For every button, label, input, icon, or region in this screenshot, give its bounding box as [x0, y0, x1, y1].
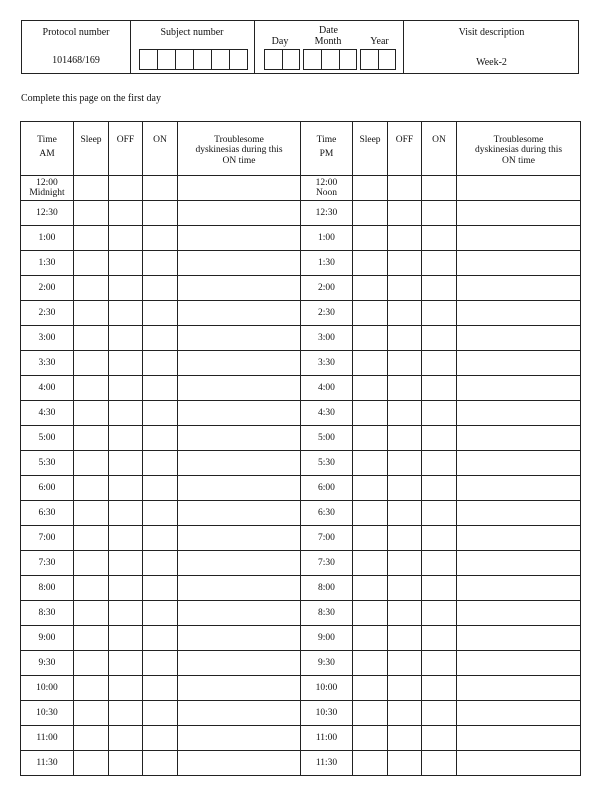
am-on-cell[interactable]	[143, 251, 178, 276]
pm-sleep-cell[interactable]	[353, 601, 388, 626]
am-dyskinesia-cell[interactable]	[178, 576, 301, 601]
table-row	[21, 626, 581, 651]
pm-dyskinesia-cell[interactable]	[457, 326, 581, 351]
table-row	[21, 751, 581, 776]
pm-off-cell[interactable]	[388, 651, 422, 676]
am-sleep-cell[interactable]	[74, 501, 109, 526]
am-off-cell[interactable]	[109, 601, 143, 626]
table-row	[21, 526, 581, 551]
pm-off-cell[interactable]	[388, 451, 422, 476]
am-on-cell[interactable]	[143, 676, 178, 701]
pm-on-cell[interactable]	[422, 451, 457, 476]
am-sleep-cell[interactable]	[74, 426, 109, 451]
time-cell: 8:30	[21, 601, 74, 626]
pm-on-cell[interactable]	[422, 176, 457, 201]
pm-dyskinesia-cell[interactable]	[457, 451, 581, 476]
pm-dyskinesia-cell[interactable]	[457, 226, 581, 251]
time-cell: 10:00	[21, 676, 74, 701]
am-sleep-cell[interactable]	[74, 751, 109, 776]
pm-on-cell[interactable]	[422, 251, 457, 276]
am-sleep-cell[interactable]	[74, 651, 109, 676]
time-cell: 9:30	[21, 651, 74, 676]
time-cell: 7:00	[21, 526, 74, 551]
am-on-cell[interactable]	[143, 326, 178, 351]
am-sleep-cell[interactable]	[74, 701, 109, 726]
am-off-cell[interactable]	[109, 226, 143, 251]
time-cell: 7:00	[301, 526, 353, 551]
am-on-cell[interactable]	[143, 651, 178, 676]
pm-dyskinesia-cell[interactable]	[457, 626, 581, 651]
time-cell: 10:30	[21, 701, 74, 726]
am-sleep-cell[interactable]	[74, 226, 109, 251]
am-dyskinesia-cell[interactable]	[178, 501, 301, 526]
pm-off-cell[interactable]	[388, 676, 422, 701]
pm-sleep-cell[interactable]	[353, 251, 388, 276]
pm-sleep-cell[interactable]	[353, 576, 388, 601]
am-on-cell[interactable]	[143, 626, 178, 651]
pm-off-cell[interactable]	[388, 476, 422, 501]
am-off-cell[interactable]	[109, 751, 143, 776]
month-field[interactable]	[303, 49, 357, 70]
time-cell: 12:30	[301, 201, 353, 226]
am-sleep-cell[interactable]	[74, 526, 109, 551]
table-row	[21, 426, 581, 451]
pm-on-cell[interactable]	[422, 376, 457, 401]
time-cell: 2:00	[301, 276, 353, 301]
time-cell: 9:00	[21, 626, 74, 651]
am-on-cell[interactable]	[143, 376, 178, 401]
pm-on-cell[interactable]	[422, 426, 457, 451]
time-cell: 10:00	[301, 676, 353, 701]
time-cell: 11:30	[21, 751, 74, 776]
am-sleep-cell[interactable]	[74, 276, 109, 301]
am-dyskinesia-cell[interactable]	[178, 451, 301, 476]
pm-on-cell[interactable]	[422, 551, 457, 576]
am-dyskinesia-cell[interactable]	[178, 751, 301, 776]
time-cell: 5:30	[21, 451, 74, 476]
date-label: Date	[319, 25, 338, 36]
pm-off-cell[interactable]	[388, 726, 422, 751]
table-row	[21, 651, 581, 676]
am-off-cell[interactable]	[109, 551, 143, 576]
am-sleep-cell[interactable]	[74, 251, 109, 276]
pm-off-cell[interactable]	[388, 501, 422, 526]
table-row	[21, 401, 581, 426]
pm-dyskinesia-cell[interactable]	[457, 176, 581, 201]
pm-on-cell[interactable]	[422, 726, 457, 751]
pm-sleep-cell[interactable]	[353, 551, 388, 576]
am-dyskinesia-cell[interactable]	[178, 251, 301, 276]
pm-on-cell[interactable]	[422, 701, 457, 726]
table-row	[21, 226, 581, 251]
time-cell: 6:00	[21, 476, 74, 501]
table-row	[21, 376, 581, 401]
pm-on-cell[interactable]	[422, 201, 457, 226]
table-row	[21, 351, 581, 376]
am-dyskinesia-cell[interactable]	[178, 351, 301, 376]
pm-dyskinesia-cell[interactable]	[457, 351, 581, 376]
pm-sleep-cell[interactable]	[353, 751, 388, 776]
pm-sleep-cell[interactable]	[353, 451, 388, 476]
am-on-cell[interactable]	[143, 576, 178, 601]
am-dyskinesia-cell[interactable]	[178, 376, 301, 401]
time-cell: 3:00	[21, 326, 74, 351]
am-sleep-cell[interactable]	[74, 451, 109, 476]
am-dyskinesia-cell[interactable]	[178, 301, 301, 326]
pm-off-cell[interactable]	[388, 201, 422, 226]
pm-sleep-cell[interactable]	[353, 376, 388, 401]
day-field[interactable]	[264, 49, 300, 70]
table-row	[21, 301, 581, 326]
time-cell: 1:00	[301, 226, 353, 251]
time-cell: 12:00 Midnight	[21, 176, 74, 201]
time-cell: 2:30	[21, 301, 74, 326]
pm-on-cell[interactable]	[422, 526, 457, 551]
time-cell: 8:00	[21, 576, 74, 601]
am-on-cell[interactable]	[143, 276, 178, 301]
pm-sleep-cell[interactable]	[353, 176, 388, 201]
am-off-cell[interactable]	[109, 651, 143, 676]
dyskinesia-header: Troublesome dyskinesias during this ON time	[457, 122, 581, 176]
pm-sleep-cell[interactable]	[353, 501, 388, 526]
pm-sleep-cell[interactable]	[353, 401, 388, 426]
am-on-cell[interactable]	[143, 451, 178, 476]
pm-dyskinesia-cell[interactable]	[457, 401, 581, 426]
pm-off-cell[interactable]	[388, 226, 422, 251]
am-sleep-cell[interactable]	[74, 176, 109, 201]
time-cell: 9:00	[301, 626, 353, 651]
pm-dyskinesia-cell[interactable]	[457, 676, 581, 701]
am-off-cell[interactable]	[109, 626, 143, 651]
pm-on-cell[interactable]	[422, 226, 457, 251]
pm-sleep-cell[interactable]	[353, 701, 388, 726]
pm-on-cell[interactable]	[422, 601, 457, 626]
am-off-cell[interactable]	[109, 576, 143, 601]
pm-sleep-cell[interactable]	[353, 226, 388, 251]
am-off-cell[interactable]	[109, 526, 143, 551]
time-cell: 4:30	[21, 401, 74, 426]
am-dyskinesia-cell[interactable]	[178, 651, 301, 676]
pm-off-cell[interactable]	[388, 576, 422, 601]
am-sleep-cell[interactable]	[74, 301, 109, 326]
time-cell: 2:30	[301, 301, 353, 326]
am-sleep-cell[interactable]	[74, 726, 109, 751]
pm-on-cell[interactable]	[422, 676, 457, 701]
pm-on-cell[interactable]	[422, 576, 457, 601]
pm-dyskinesia-cell[interactable]	[457, 551, 581, 576]
time-cell: 5:30	[301, 451, 353, 476]
pm-off-cell[interactable]	[388, 251, 422, 276]
pm-dyskinesia-cell[interactable]	[457, 526, 581, 551]
am-time-header: Time AM	[21, 122, 74, 176]
time-cell: 5:00	[21, 426, 74, 451]
diary-body	[21, 176, 581, 776]
time-cell: 5:00	[301, 426, 353, 451]
pm-dyskinesia-cell[interactable]	[457, 601, 581, 626]
time-cell: 4:00	[301, 376, 353, 401]
pm-on-cell[interactable]	[422, 626, 457, 651]
time-cell: 4:00	[21, 376, 74, 401]
on-header: ON	[143, 122, 178, 176]
am-sleep-cell[interactable]	[74, 601, 109, 626]
am-on-cell[interactable]	[143, 176, 178, 201]
off-header: OFF	[388, 122, 422, 176]
pm-sleep-cell[interactable]	[353, 326, 388, 351]
table-row	[21, 326, 581, 351]
am-off-cell[interactable]	[109, 326, 143, 351]
time-cell: 1:30	[21, 251, 74, 276]
am-sleep-cell[interactable]	[74, 576, 109, 601]
am-dyskinesia-cell[interactable]	[178, 326, 301, 351]
time-cell: 9:30	[301, 651, 353, 676]
pm-dyskinesia-cell[interactable]	[457, 476, 581, 501]
pm-off-cell[interactable]	[388, 601, 422, 626]
table-row	[21, 676, 581, 701]
protocol-number-label: Protocol number	[42, 27, 110, 38]
sleep-header: Sleep	[353, 122, 388, 176]
am-off-cell[interactable]	[109, 726, 143, 751]
pm-on-cell[interactable]	[422, 751, 457, 776]
pm-sleep-cell[interactable]	[353, 526, 388, 551]
am-dyskinesia-cell[interactable]	[178, 176, 301, 201]
time-cell: 3:30	[21, 351, 74, 376]
am-on-cell[interactable]	[143, 601, 178, 626]
pm-sleep-cell[interactable]	[353, 476, 388, 501]
pm-on-cell[interactable]	[422, 501, 457, 526]
pm-dyskinesia-cell[interactable]	[457, 726, 581, 751]
am-on-cell[interactable]	[143, 476, 178, 501]
am-on-cell[interactable]	[143, 201, 178, 226]
pm-sleep-cell[interactable]	[353, 276, 388, 301]
visit-description-value: Week-2	[476, 57, 507, 68]
on-header: ON	[422, 122, 457, 176]
time-cell: 12:00 Noon	[301, 176, 353, 201]
am-sleep-cell[interactable]	[74, 626, 109, 651]
am-off-cell[interactable]	[109, 476, 143, 501]
diary-table	[20, 121, 581, 776]
am-off-cell[interactable]	[109, 251, 143, 276]
am-off-cell[interactable]	[109, 201, 143, 226]
pm-off-cell[interactable]	[388, 426, 422, 451]
am-sleep-cell[interactable]	[74, 476, 109, 501]
subject-number-label: Subject number	[160, 27, 224, 38]
instruction-text: Complete this page on the first day	[21, 93, 161, 104]
table-row	[21, 726, 581, 751]
pm-on-cell[interactable]	[422, 326, 457, 351]
pm-off-cell[interactable]	[388, 526, 422, 551]
table-row	[21, 501, 581, 526]
pm-dyskinesia-cell[interactable]	[457, 501, 581, 526]
table-row	[21, 701, 581, 726]
year-field[interactable]	[360, 49, 396, 70]
time-cell: 10:30	[301, 701, 353, 726]
pm-off-cell[interactable]	[388, 276, 422, 301]
am-dyskinesia-cell[interactable]	[178, 426, 301, 451]
am-dyskinesia-cell[interactable]	[178, 551, 301, 576]
am-dyskinesia-cell[interactable]	[178, 626, 301, 651]
am-sleep-cell[interactable]	[74, 401, 109, 426]
am-off-cell[interactable]	[109, 176, 143, 201]
table-row	[21, 176, 581, 201]
time-cell: 7:30	[301, 551, 353, 576]
pm-sleep-cell[interactable]	[353, 676, 388, 701]
time-cell: 1:30	[301, 251, 353, 276]
pm-on-cell[interactable]	[422, 276, 457, 301]
pm-dyskinesia-cell[interactable]	[457, 276, 581, 301]
time-cell: 6:00	[301, 476, 353, 501]
pm-dyskinesia-cell[interactable]	[457, 426, 581, 451]
pm-on-cell[interactable]	[422, 351, 457, 376]
time-cell: 6:30	[301, 501, 353, 526]
time-cell: 11:30	[301, 751, 353, 776]
pm-off-cell[interactable]	[388, 401, 422, 426]
am-on-cell[interactable]	[143, 501, 178, 526]
pm-dyskinesia-cell[interactable]	[457, 301, 581, 326]
am-on-cell[interactable]	[143, 701, 178, 726]
am-sleep-cell[interactable]	[74, 351, 109, 376]
time-cell: 12:30	[21, 201, 74, 226]
pm-on-cell[interactable]	[422, 476, 457, 501]
time-cell: 7:30	[21, 551, 74, 576]
am-on-cell[interactable]	[143, 751, 178, 776]
time-cell: 11:00	[21, 726, 74, 751]
am-sleep-cell[interactable]	[74, 201, 109, 226]
header-box	[21, 20, 579, 74]
visit-description-label: Visit description	[458, 27, 525, 38]
am-sleep-cell[interactable]	[74, 376, 109, 401]
am-on-cell[interactable]	[143, 226, 178, 251]
pm-sleep-cell[interactable]	[353, 626, 388, 651]
pm-on-cell[interactable]	[422, 301, 457, 326]
pm-dyskinesia-cell[interactable]	[457, 701, 581, 726]
subject-number-field[interactable]	[139, 49, 248, 70]
pm-on-cell[interactable]	[422, 401, 457, 426]
pm-sleep-cell[interactable]	[353, 301, 388, 326]
table-row	[21, 451, 581, 476]
am-off-cell[interactable]	[109, 701, 143, 726]
am-dyskinesia-cell[interactable]	[178, 726, 301, 751]
am-dyskinesia-cell[interactable]	[178, 401, 301, 426]
month-label: Month	[314, 36, 342, 47]
pm-sleep-cell[interactable]	[353, 651, 388, 676]
am-sleep-cell[interactable]	[74, 326, 109, 351]
am-dyskinesia-cell[interactable]	[178, 701, 301, 726]
pm-off-cell[interactable]	[388, 301, 422, 326]
am-sleep-cell[interactable]	[74, 551, 109, 576]
am-off-cell[interactable]	[109, 451, 143, 476]
pm-off-cell[interactable]	[388, 751, 422, 776]
am-dyskinesia-cell[interactable]	[178, 526, 301, 551]
pm-off-cell[interactable]	[388, 326, 422, 351]
am-on-cell[interactable]	[143, 551, 178, 576]
off-header: OFF	[109, 122, 143, 176]
table-row	[21, 251, 581, 276]
am-off-cell[interactable]	[109, 276, 143, 301]
am-off-cell[interactable]	[109, 351, 143, 376]
am-dyskinesia-cell[interactable]	[178, 201, 301, 226]
am-on-cell[interactable]	[143, 526, 178, 551]
am-off-cell[interactable]	[109, 676, 143, 701]
am-dyskinesia-cell[interactable]	[178, 226, 301, 251]
table-row	[21, 576, 581, 601]
pm-off-cell[interactable]	[388, 176, 422, 201]
table-row	[21, 276, 581, 301]
am-off-cell[interactable]	[109, 401, 143, 426]
pm-off-cell[interactable]	[388, 551, 422, 576]
pm-dyskinesia-cell[interactable]	[457, 651, 581, 676]
pm-off-cell[interactable]	[388, 626, 422, 651]
time-cell: 4:30	[301, 401, 353, 426]
table-row	[21, 476, 581, 501]
am-on-cell[interactable]	[143, 351, 178, 376]
pm-sleep-cell[interactable]	[353, 351, 388, 376]
time-cell: 3:00	[301, 326, 353, 351]
time-cell: 3:30	[301, 351, 353, 376]
am-on-cell[interactable]	[143, 426, 178, 451]
pm-dyskinesia-cell[interactable]	[457, 376, 581, 401]
pm-sleep-cell[interactable]	[353, 426, 388, 451]
am-dyskinesia-cell[interactable]	[178, 476, 301, 501]
time-cell: 8:00	[301, 576, 353, 601]
pm-off-cell[interactable]	[388, 376, 422, 401]
am-on-cell[interactable]	[143, 301, 178, 326]
am-sleep-cell[interactable]	[74, 676, 109, 701]
table-row	[21, 201, 581, 226]
am-off-cell[interactable]	[109, 301, 143, 326]
pm-dyskinesia-cell[interactable]	[457, 576, 581, 601]
sleep-header: Sleep	[74, 122, 109, 176]
pm-sleep-cell[interactable]	[353, 726, 388, 751]
pm-off-cell[interactable]	[388, 701, 422, 726]
time-cell: 2:00	[21, 276, 74, 301]
pm-time-header: Time PM	[301, 122, 353, 176]
pm-off-cell[interactable]	[388, 351, 422, 376]
day-label: Day	[271, 36, 289, 47]
year-label: Year	[370, 36, 389, 47]
pm-dyskinesia-cell[interactable]	[457, 251, 581, 276]
am-off-cell[interactable]	[109, 501, 143, 526]
am-dyskinesia-cell[interactable]	[178, 601, 301, 626]
am-dyskinesia-cell[interactable]	[178, 276, 301, 301]
pm-dyskinesia-cell[interactable]	[457, 201, 581, 226]
pm-dyskinesia-cell[interactable]	[457, 751, 581, 776]
am-off-cell[interactable]	[109, 426, 143, 451]
am-off-cell[interactable]	[109, 376, 143, 401]
table-row	[21, 601, 581, 626]
dyskinesia-header: Troublesome dyskinesias during this ON time	[178, 122, 301, 176]
time-cell: 6:30	[21, 501, 74, 526]
am-on-cell[interactable]	[143, 401, 178, 426]
pm-sleep-cell[interactable]	[353, 201, 388, 226]
table-row	[21, 551, 581, 576]
time-cell: 1:00	[21, 226, 74, 251]
time-cell: 8:30	[301, 601, 353, 626]
pm-on-cell[interactable]	[422, 651, 457, 676]
table-header-row	[21, 122, 581, 176]
am-dyskinesia-cell[interactable]	[178, 676, 301, 701]
time-cell: 11:00	[301, 726, 353, 751]
protocol-number-value: 101468/169	[52, 55, 100, 66]
am-on-cell[interactable]	[143, 726, 178, 751]
